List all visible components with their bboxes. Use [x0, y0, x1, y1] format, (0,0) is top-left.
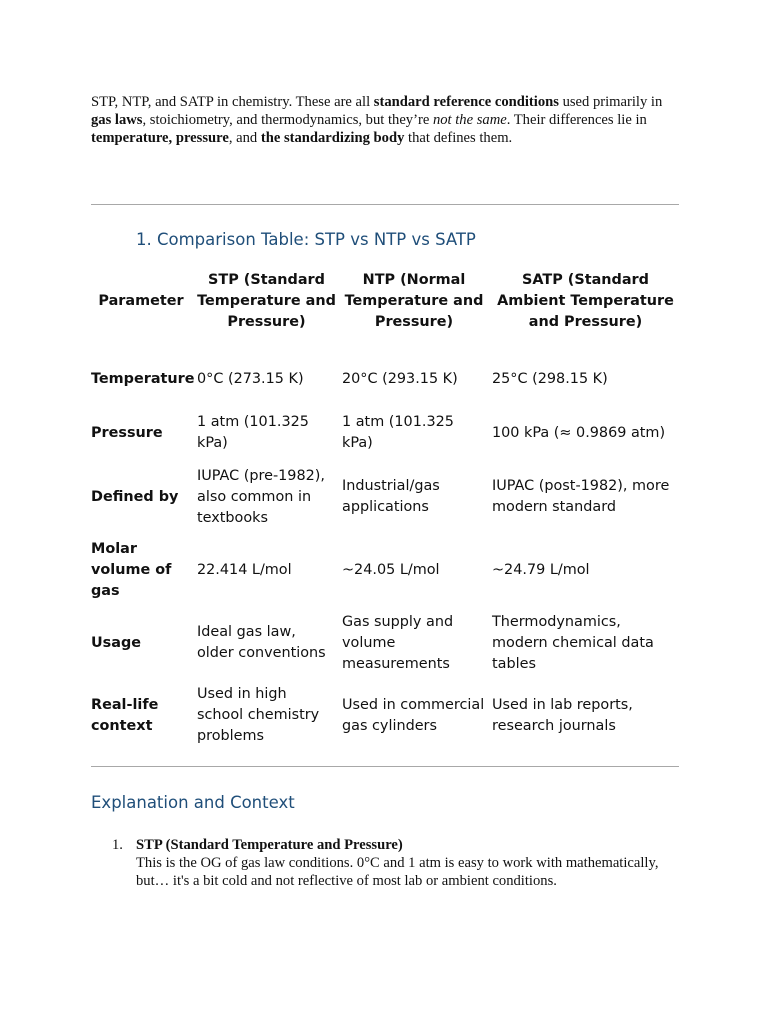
table-row	[88, 538, 682, 602]
divider	[91, 766, 679, 767]
intro-text: , and	[228, 130, 261, 146]
cell-stp: Ideal gas law, older conventions	[197, 624, 326, 661]
divider	[91, 204, 679, 205]
cell-satp: IUPAC (post-1982), more modern standard	[492, 478, 670, 515]
intro-text: STP, NTP, and SATP in chemistry. These are all	[91, 94, 374, 110]
cell-satp: Used in lab reports, research journals	[492, 696, 633, 734]
cell-ntp: 1 atm (101.325 kPa)	[342, 414, 454, 451]
table-row	[88, 456, 682, 538]
table-row	[88, 348, 682, 410]
intro-text: used primarily in	[558, 94, 663, 110]
cell-satp: Thermodynamics, modern chemical data tables	[492, 613, 654, 672]
table-row	[88, 410, 682, 456]
list-item	[112, 836, 682, 890]
table-row	[88, 602, 682, 684]
row-parameter: Usage	[91, 634, 142, 651]
comparison-table	[88, 254, 682, 747]
cell-ntp: 20°C (293.15 K)	[342, 370, 458, 387]
list-item-text: This is the OG of gas law conditions. 0°C and 1 atm is easy to work with mathematically, but… it's a bit cold and not reflective of most lab or ambient conditions.	[136, 855, 659, 889]
list-number: 1.	[112, 837, 123, 853]
intro-text: , stoichiometry, and thermodynamics, but they’re	[142, 112, 433, 128]
cell-ntp: Used in commercial gas cylinders	[342, 696, 485, 734]
header-stp: STP (Standard Temperature and Pressure)	[197, 271, 336, 330]
cell-ntp: ~24.05 L/mol	[342, 561, 440, 578]
intro-bold: the standardizing body	[260, 130, 405, 146]
intro-bold: gas laws	[91, 112, 143, 128]
intro-text: . Their differences lie in	[506, 112, 647, 128]
intro-paragraph	[91, 93, 686, 147]
cell-stp: 1 atm (101.325 kPa)	[197, 414, 309, 451]
row-parameter: Molar volume of gas	[91, 540, 172, 599]
header-satp: SATP (Standard Ambient Temperature and Pressure)	[497, 271, 674, 330]
intro-bold: standard reference conditions	[373, 94, 559, 110]
row-parameter: Defined by	[91, 488, 179, 505]
row-parameter: Pressure	[91, 424, 163, 441]
cell-stp: IUPAC (pre-1982), also common in textbooks	[197, 467, 325, 526]
cell-satp: ~24.79 L/mol	[492, 561, 590, 578]
row-parameter: Temperature	[91, 370, 195, 387]
explanation-heading: Explanation and Context	[91, 793, 295, 812]
table-header-row	[88, 254, 682, 348]
header-parameter: Parameter	[98, 292, 184, 309]
cell-satp: 25°C (298.15 K)	[492, 370, 608, 387]
table-row	[88, 684, 682, 747]
cell-ntp: Gas supply and volume measurements	[342, 613, 454, 672]
intro-bold: temperature, pressure	[91, 130, 229, 146]
intro-italic: not the same	[432, 112, 507, 128]
cell-stp: 22.414 L/mol	[197, 561, 292, 578]
header-ntp: NTP (Normal Temperature and Pressure)	[344, 271, 484, 330]
cell-ntp: Industrial/gas applications	[342, 478, 440, 515]
list-item-body	[136, 836, 682, 890]
cell-stp: 0°C (273.15 K)	[197, 370, 304, 387]
cell-satp: 100 kPa (≈ 0.9869 atm)	[492, 424, 666, 441]
row-parameter: Real-life context	[91, 696, 159, 734]
comparison-table-heading: 1. Comparison Table: STP vs NTP vs SATP	[136, 230, 476, 249]
cell-stp: Used in high school chemistry problems	[197, 686, 320, 744]
list-item-title: STP (Standard Temperature and Pressure)	[136, 837, 403, 853]
intro-text: that defines them.	[404, 130, 513, 146]
